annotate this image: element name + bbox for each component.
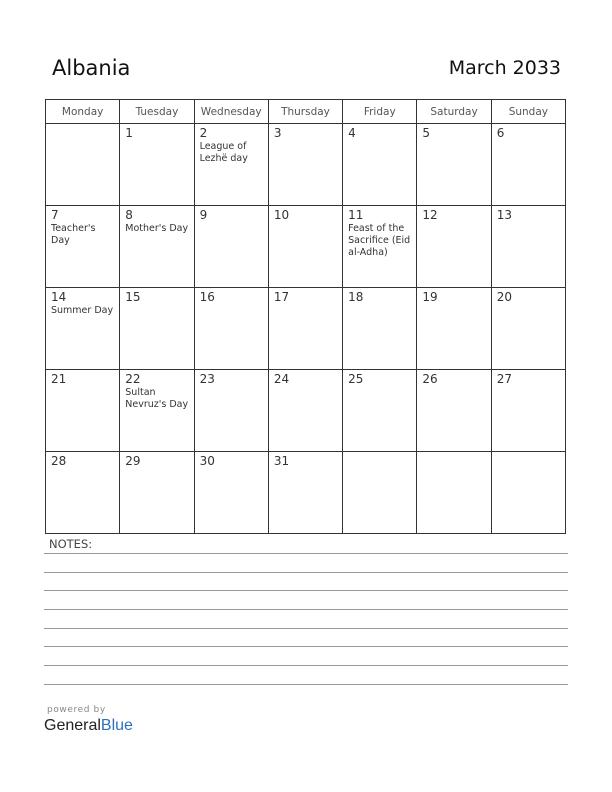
month-year-title: March 2033	[448, 57, 561, 79]
week-row	[46, 288, 566, 370]
day-number: 8	[125, 208, 133, 222]
week-row	[46, 370, 566, 452]
day-number: 16	[199, 290, 215, 304]
day-number: 17	[273, 290, 290, 304]
day-number: 25	[348, 372, 364, 386]
day-number: 23	[199, 372, 215, 386]
day-number: 20	[496, 290, 512, 304]
note-line	[44, 665, 568, 666]
day-cell	[491, 452, 565, 534]
day-cell	[491, 288, 565, 370]
weekday-header: Saturday	[417, 100, 491, 124]
day-cell	[194, 452, 268, 534]
day-number: 10	[273, 208, 290, 222]
day-number: 14	[51, 290, 67, 304]
note-line	[44, 609, 568, 610]
day-cell	[343, 288, 417, 370]
weekday-header: Wednesday	[194, 100, 268, 124]
holiday-label: Mother's Day	[125, 223, 189, 234]
day-number: 28	[51, 454, 67, 468]
day-cell	[343, 206, 417, 288]
day-number: 29	[125, 454, 141, 468]
day-number: 6	[496, 126, 505, 140]
week-row	[46, 124, 566, 206]
day-cell	[268, 124, 342, 206]
note-line	[44, 684, 568, 685]
day-cell	[268, 452, 342, 534]
day-number: 12	[422, 208, 438, 222]
weekday-header: Thursday	[268, 100, 342, 124]
day-cell	[46, 206, 120, 288]
holiday-label: Sultan Nevruz's Day	[125, 387, 189, 410]
day-cell	[120, 124, 194, 206]
powered-by-text: powered by	[47, 705, 106, 715]
day-cell	[491, 124, 565, 206]
day-number: 30	[199, 454, 215, 468]
weekday-header: Friday	[343, 100, 417, 124]
day-cell	[343, 124, 417, 206]
day-cell	[268, 288, 342, 370]
day-cell	[491, 370, 565, 452]
day-cell	[268, 206, 342, 288]
week-row	[46, 452, 566, 534]
day-cell	[120, 288, 194, 370]
day-number: 13	[496, 208, 512, 222]
day-number: 1	[125, 126, 133, 140]
day-number: 11	[348, 208, 364, 222]
day-number: 27	[496, 372, 512, 386]
day-number: 26	[422, 372, 438, 386]
day-cell	[120, 370, 194, 452]
weekday-header-row	[46, 100, 566, 124]
calendar-grid	[45, 99, 566, 534]
day-number: 24	[273, 372, 290, 386]
note-line	[44, 628, 568, 629]
day-cell	[194, 288, 268, 370]
day-cell	[46, 370, 120, 452]
day-cell	[268, 370, 342, 452]
day-cell	[343, 370, 417, 452]
day-number: 22	[125, 372, 141, 386]
holiday-label: Feast of the Sacrifice (Eid al-Adha)	[348, 223, 411, 258]
note-line	[44, 646, 568, 647]
day-number: 2	[199, 126, 208, 140]
day-cell	[120, 452, 194, 534]
country-title: Albania	[52, 56, 131, 80]
day-number: 5	[422, 126, 431, 140]
day-cell	[491, 206, 565, 288]
day-number: 7	[51, 208, 59, 222]
day-cell	[46, 288, 120, 370]
day-number: 18	[348, 290, 364, 304]
note-line	[44, 553, 568, 554]
day-number: 19	[422, 290, 438, 304]
day-cell	[417, 370, 491, 452]
note-line	[44, 590, 568, 591]
day-cell	[46, 452, 120, 534]
day-cell	[417, 124, 491, 206]
day-cell	[417, 452, 491, 534]
day-number: 15	[125, 290, 141, 304]
weekday-header: Monday	[46, 100, 120, 124]
day-cell	[343, 452, 417, 534]
day-cell	[194, 124, 268, 206]
day-cell	[417, 288, 491, 370]
day-cell	[120, 206, 194, 288]
weekday-header: Sunday	[491, 100, 565, 124]
notes-label: NOTES:	[49, 537, 93, 551]
day-number: 3	[273, 126, 282, 140]
day-cell	[194, 206, 268, 288]
holiday-label: Teacher's Day	[51, 223, 96, 246]
generalblue-logo[interactable]	[44, 717, 133, 735]
day-cell	[46, 124, 120, 206]
holiday-label: League of Lezhë day	[199, 141, 248, 164]
holiday-label: Summer Day	[51, 305, 114, 316]
weekday-header: Tuesday	[120, 100, 194, 124]
day-number: 9	[199, 208, 208, 222]
brand-blue: Blue	[100, 717, 133, 734]
day-number: 21	[51, 372, 67, 386]
day-number: 31	[273, 454, 290, 468]
note-line	[44, 572, 568, 573]
day-number: 4	[348, 126, 356, 140]
brand-general: General	[44, 717, 101, 734]
day-cell	[194, 370, 268, 452]
day-cell	[417, 206, 491, 288]
week-row	[46, 206, 566, 288]
